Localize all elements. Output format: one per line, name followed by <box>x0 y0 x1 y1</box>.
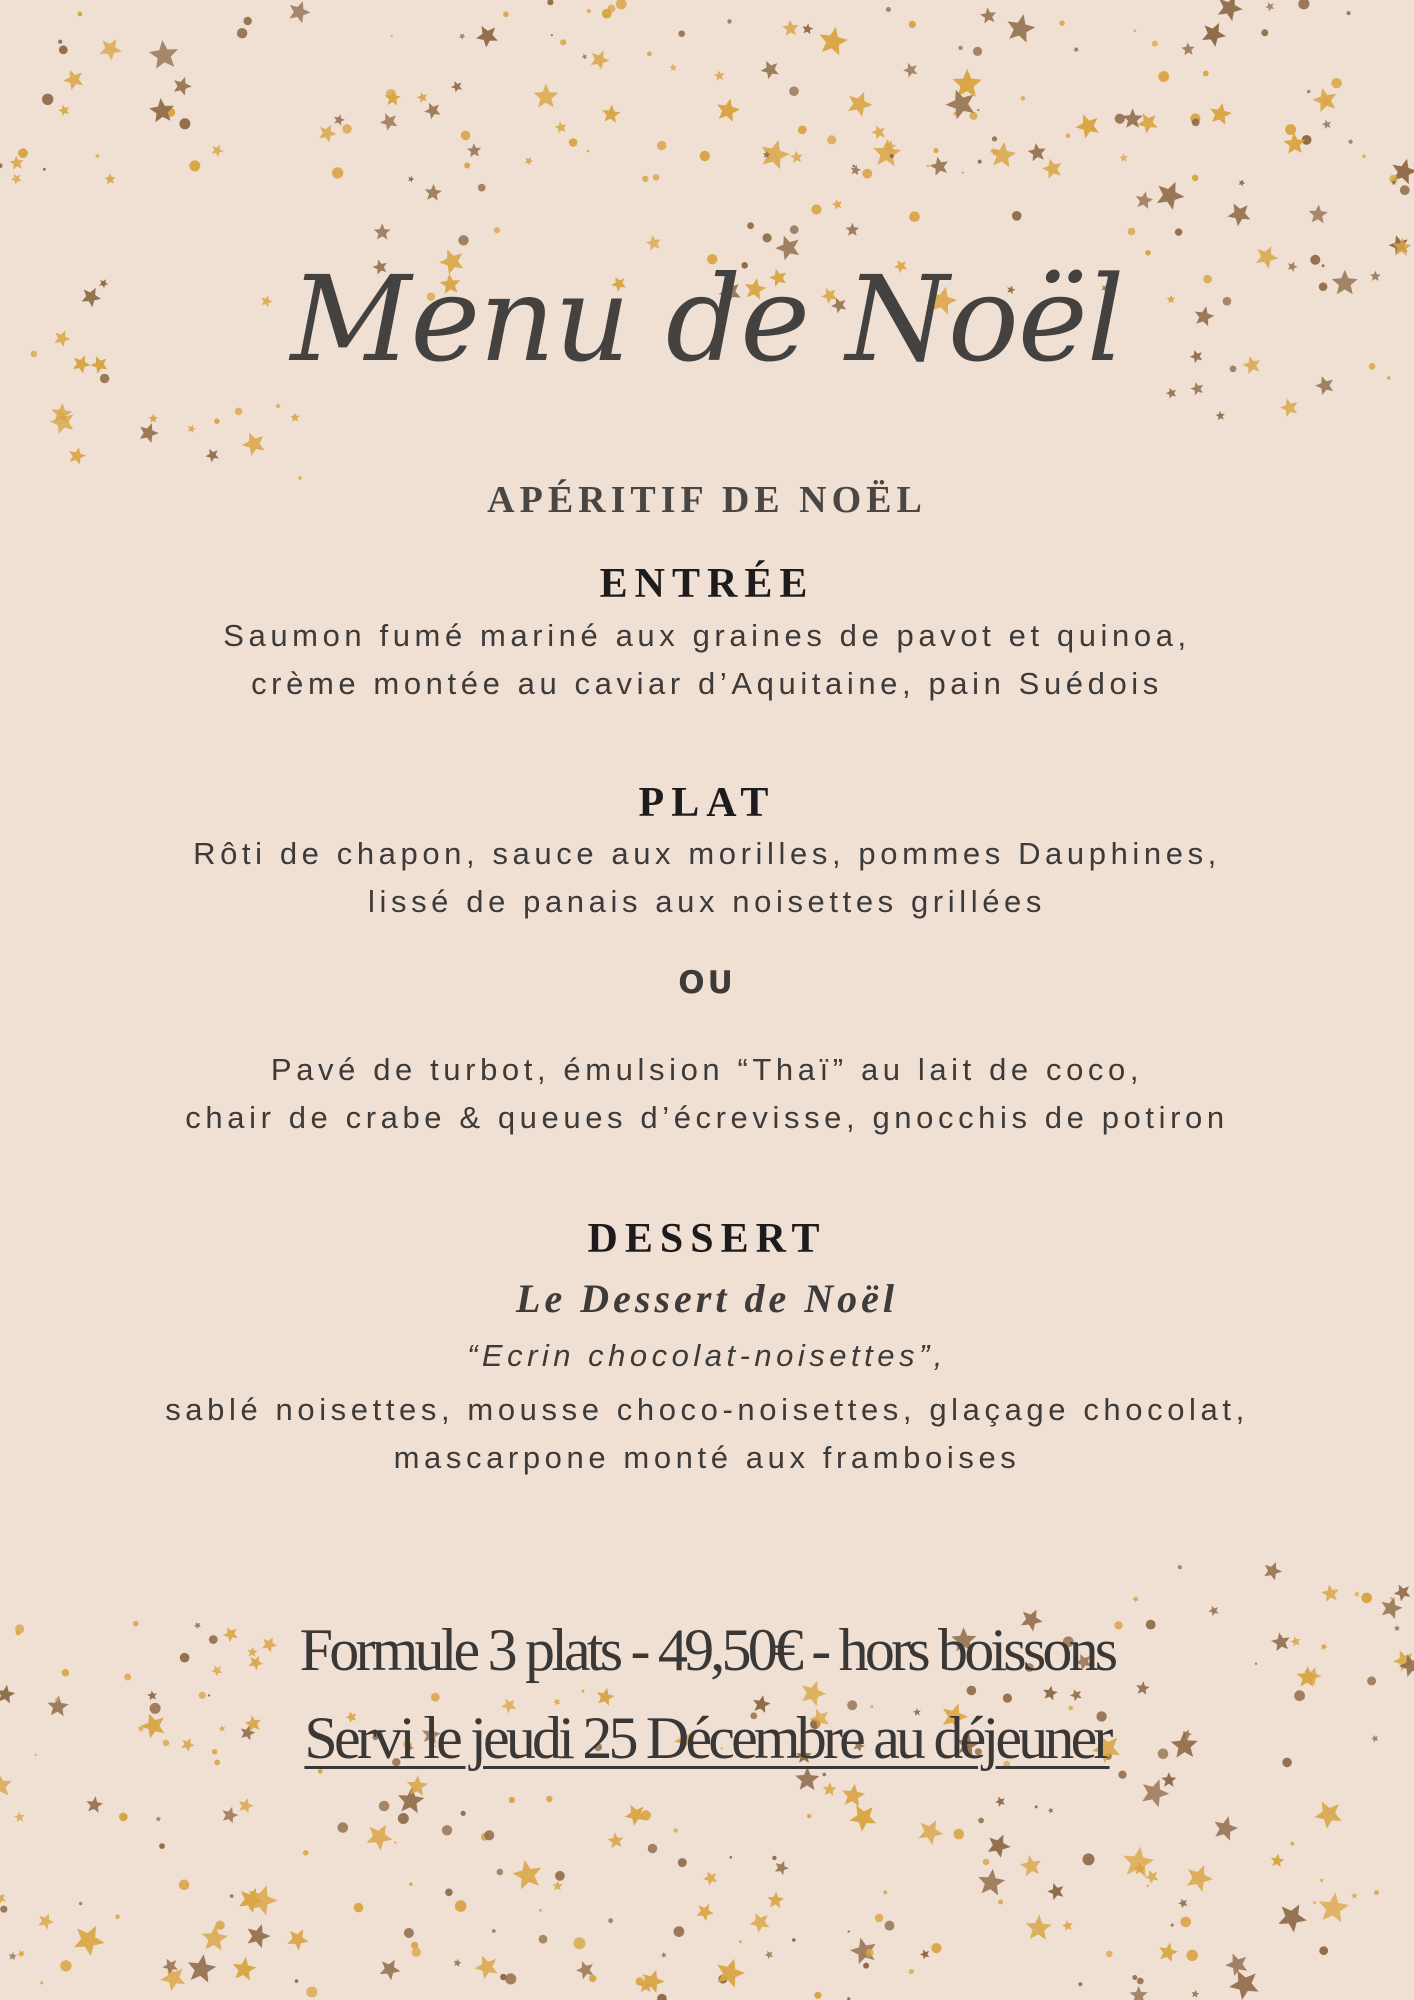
plat-separator: OU <box>678 965 736 1001</box>
dessert-desc-line-1: sablé noisettes, mousse choco-noisettes, glaçage chocolat, <box>165 1392 1249 1427</box>
service-date-text: Servi le jeudi 25 Décembre au déjeuner <box>304 1705 1110 1771</box>
dessert-name: Le Dessert de Noël <box>516 1276 898 1321</box>
menu-title: Menu de Noël <box>290 250 1124 388</box>
aperitif-heading: APÉRITIF DE NOËL <box>487 479 927 521</box>
price-formula: Formule 3 plats - 49,50€ - hors boissons <box>299 1617 1115 1683</box>
plat-option1-line-1: Rôti de chapon, sauce aux morilles, pommes Dauphines, <box>193 836 1221 871</box>
plat-option2-line-1: Pavé de turbot, émulsion “Thaï” au lait de coco, <box>270 1052 1144 1087</box>
entree-heading: ENTRÉE <box>599 561 815 607</box>
dessert-desc-line-2: mascarpone monté aux framboises <box>393 1440 1021 1475</box>
plat-option2-line-2: chair de crabe & queues d’écrevisse, gnocchis de potiron <box>185 1100 1229 1135</box>
dessert-quote: “Ecrin chocolat-noisettes”, <box>467 1338 947 1373</box>
entree-desc-line-1: Saumon fumé mariné aux graines de pavot et quinoa, <box>223 618 1191 653</box>
service-date-line <box>0 1704 1414 1773</box>
plat-heading: PLAT <box>638 780 776 826</box>
dessert-heading: DESSERT <box>587 1216 827 1262</box>
entree-desc-line-2: crème montée au caviar d’Aquitaine, pain Suédois <box>251 666 1163 701</box>
plat-option1-line-2: lissé de panais aux noisettes grillées <box>368 884 1046 919</box>
